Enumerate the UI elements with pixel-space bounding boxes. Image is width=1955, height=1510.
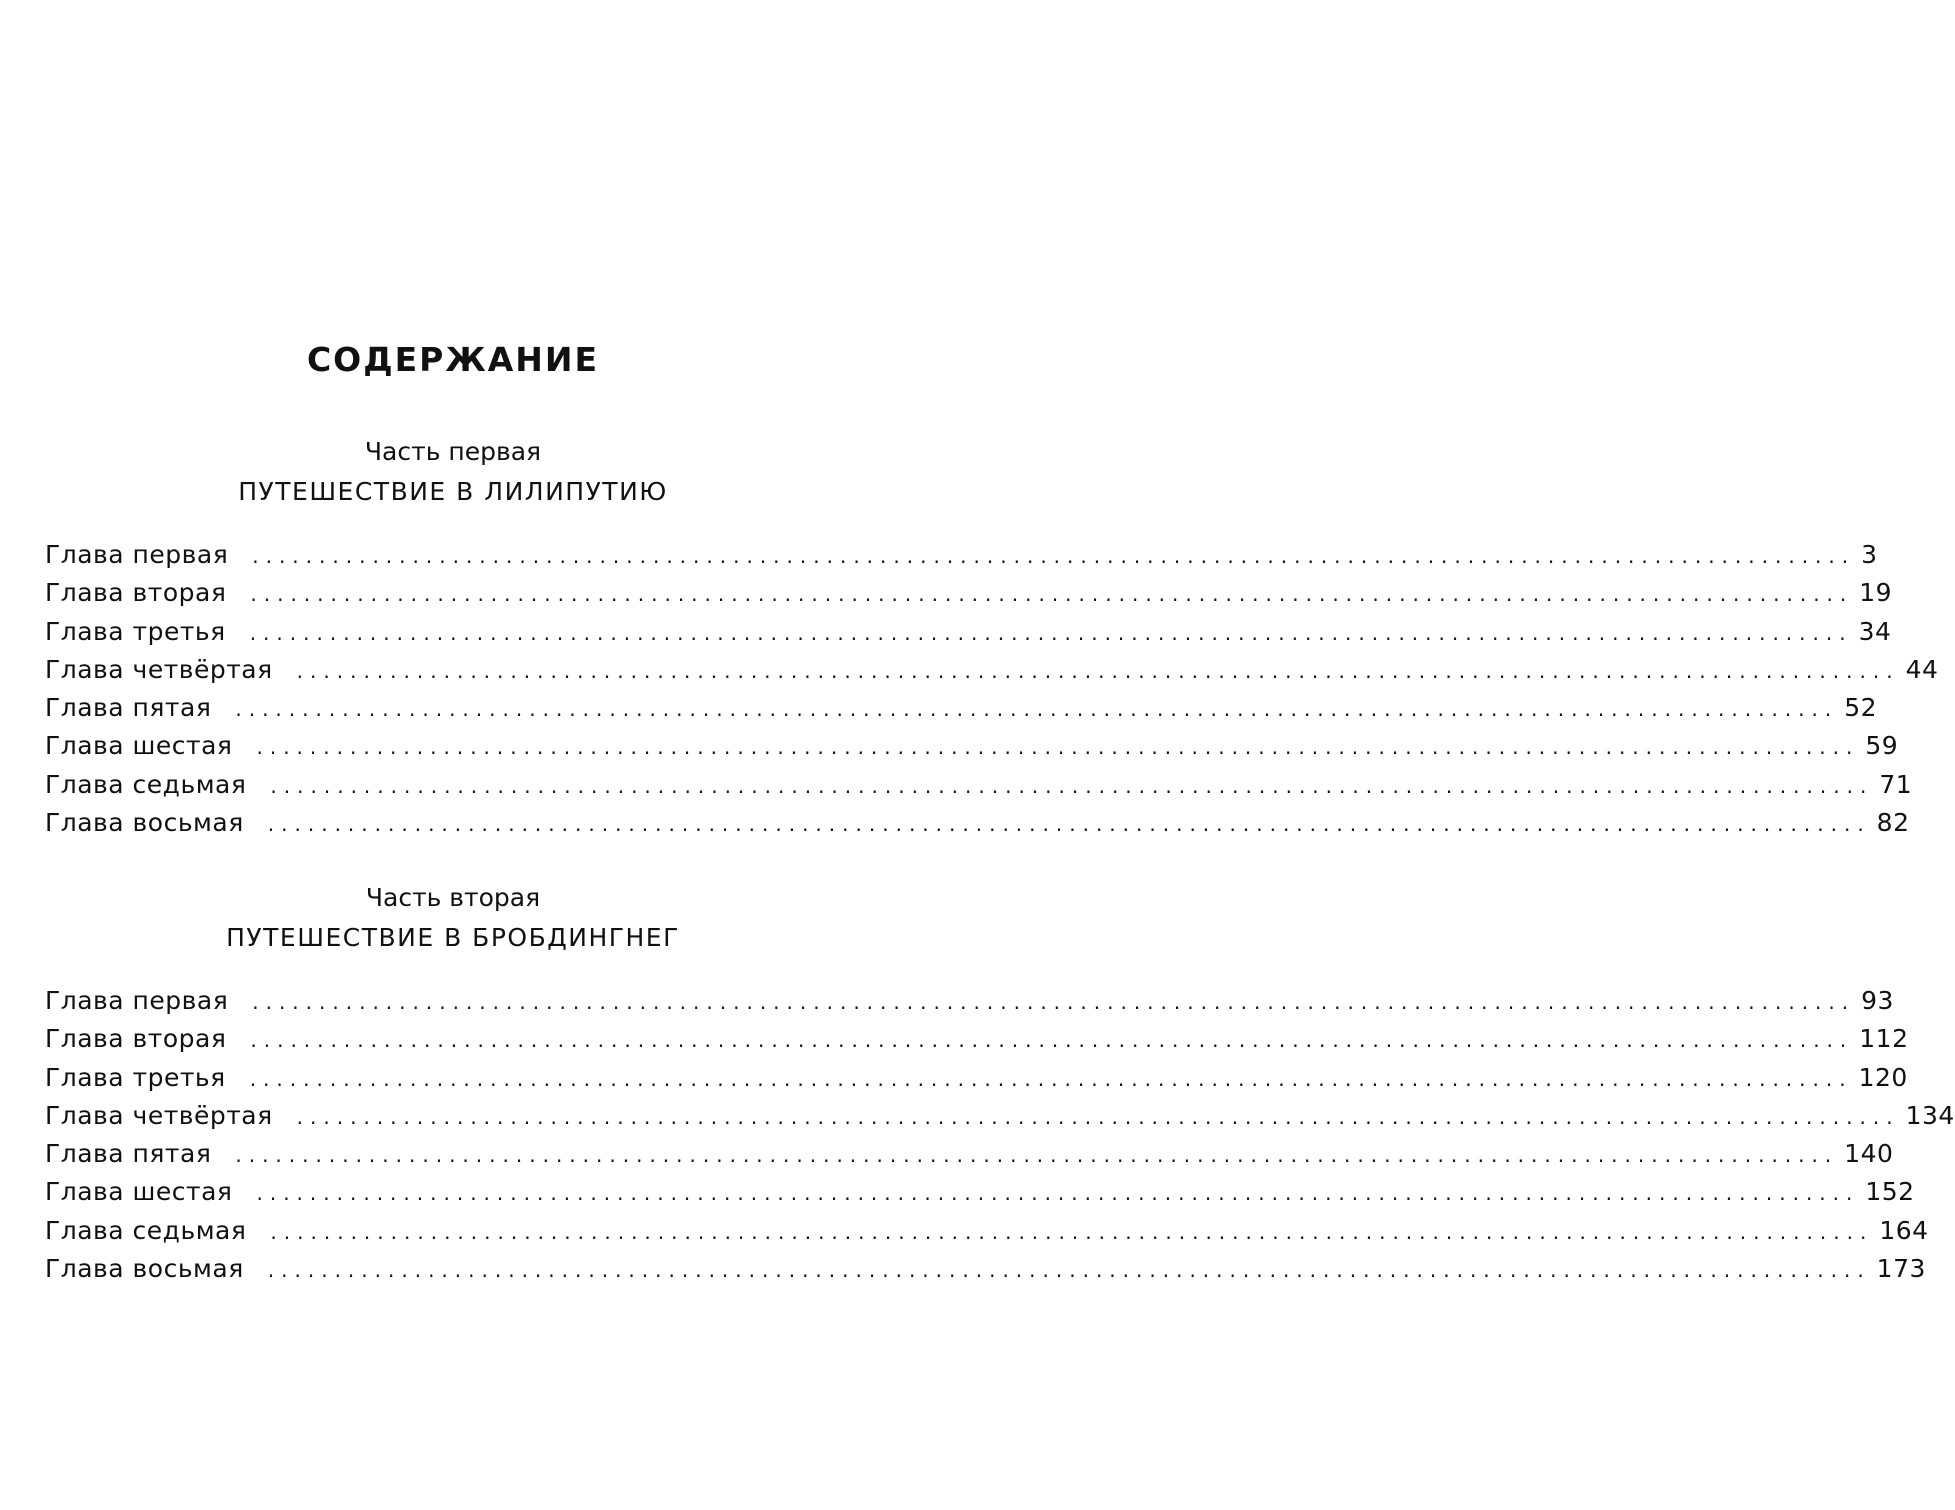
chapter-title: Глава пятая [45, 693, 212, 723]
page-number: 82 [1876, 808, 1910, 838]
chapter-title: Глава пятая [45, 1139, 212, 1169]
chapter-title: Глава третья [45, 1062, 226, 1092]
toc-entry[interactable] [45, 1212, 1929, 1250]
toc-entry[interactable] [45, 982, 1894, 1020]
toc-entry[interactable] [45, 766, 1913, 804]
part-1-label: Часть первая [364, 437, 542, 466]
part-1-name: ПУТЕШЕСТВИЕ В ЛИЛИПУТИЮ [238, 477, 668, 506]
dot-leader: ........................................................................................................................ [250, 1028, 1854, 1053]
chapter-title: Глава первая [45, 540, 229, 569]
page-number: 152 [1865, 1177, 1915, 1207]
chapter-title: Глава четвёртая [45, 1100, 273, 1130]
chapter-title: Глава вторая [45, 578, 227, 608]
toc-entry[interactable] [45, 1020, 1909, 1058]
page-number: 19 [1859, 578, 1893, 608]
dot-leader: ........................................................................................................................ [296, 1104, 1900, 1129]
chapter-title: Глава седьмая [45, 1215, 247, 1245]
part-2-chapter-list [45, 982, 1955, 1288]
chapter-title: Глава третья [45, 616, 226, 646]
dot-leader: ........................................................................................................................ [270, 773, 1874, 798]
page-number: 52 [1844, 693, 1878, 723]
chapter-title: Глава шестая [45, 1177, 233, 1207]
page-number: 34 [1858, 616, 1892, 646]
chapter-title: Глава четвёртая [45, 654, 273, 684]
dot-leader: ........................................................................................................................ [270, 1219, 1874, 1244]
toc-entry[interactable] [45, 574, 1893, 612]
chapter-title: Глава восьмая [45, 1254, 244, 1284]
page-number: 140 [1844, 1139, 1894, 1169]
dot-leader: ........................................................................................................................ [267, 812, 1871, 837]
toc-entry[interactable] [45, 536, 1878, 574]
dot-leader: ........................................................................................................................ [235, 1143, 1839, 1168]
dot-leader: ........................................................................................................................ [267, 1258, 1871, 1283]
dot-leader: ........................................................................................................................ [252, 990, 1856, 1014]
page-number: 134 [1905, 1100, 1955, 1130]
dot-leader: ........................................................................................................................ [296, 658, 1900, 683]
dot-leader: ........................................................................................................................ [249, 1066, 1853, 1091]
toc-entry[interactable] [45, 804, 1910, 842]
chapter-title: Глава восьмая [45, 808, 244, 838]
page-number: 93 [1861, 986, 1894, 1015]
part-2-label: Часть вторая [365, 883, 541, 912]
chapter-title: Глава шестая [45, 731, 233, 761]
chapter-title: Глава вторая [45, 1024, 227, 1054]
chapter-title: Глава первая [45, 986, 229, 1015]
toc-entry[interactable] [45, 651, 1939, 689]
toc-entry[interactable] [45, 1250, 1926, 1288]
page-number: 164 [1879, 1215, 1929, 1245]
page-number: 71 [1879, 769, 1913, 799]
toc-entry[interactable] [45, 613, 1892, 651]
dot-leader: ........................................................................................................................ [249, 620, 1853, 645]
page-number: 59 [1865, 731, 1899, 761]
page-number: 112 [1859, 1024, 1909, 1054]
page-number: 44 [1905, 654, 1939, 684]
dot-leader: ........................................................................................................................ [252, 544, 1856, 568]
page-number: 3 [1861, 540, 1878, 569]
page-title: СОДЕРЖАНИЕ [306, 340, 600, 379]
page-number: 120 [1858, 1062, 1908, 1092]
dot-leader: ........................................................................................................................ [235, 697, 1839, 722]
dot-leader: ........................................................................................................................ [250, 582, 1854, 607]
toc-entry[interactable] [45, 1059, 1908, 1097]
toc-entry[interactable] [45, 689, 1878, 727]
part-2-name: ПУТЕШЕСТВИЕ В БРОБДИНГНЕГ [226, 923, 680, 952]
toc-entry[interactable] [45, 1135, 1894, 1173]
dot-leader: ........................................................................................................................ [256, 1181, 1860, 1206]
toc-entry[interactable] [45, 727, 1899, 765]
dot-leader: ........................................................................................................................ [256, 735, 1860, 760]
toc-entry[interactable] [45, 1097, 1955, 1135]
page-number: 173 [1876, 1254, 1926, 1284]
toc-entry[interactable] [45, 1173, 1915, 1211]
part-1-chapter-list [45, 536, 1939, 842]
chapter-title: Глава седьмая [45, 769, 247, 799]
